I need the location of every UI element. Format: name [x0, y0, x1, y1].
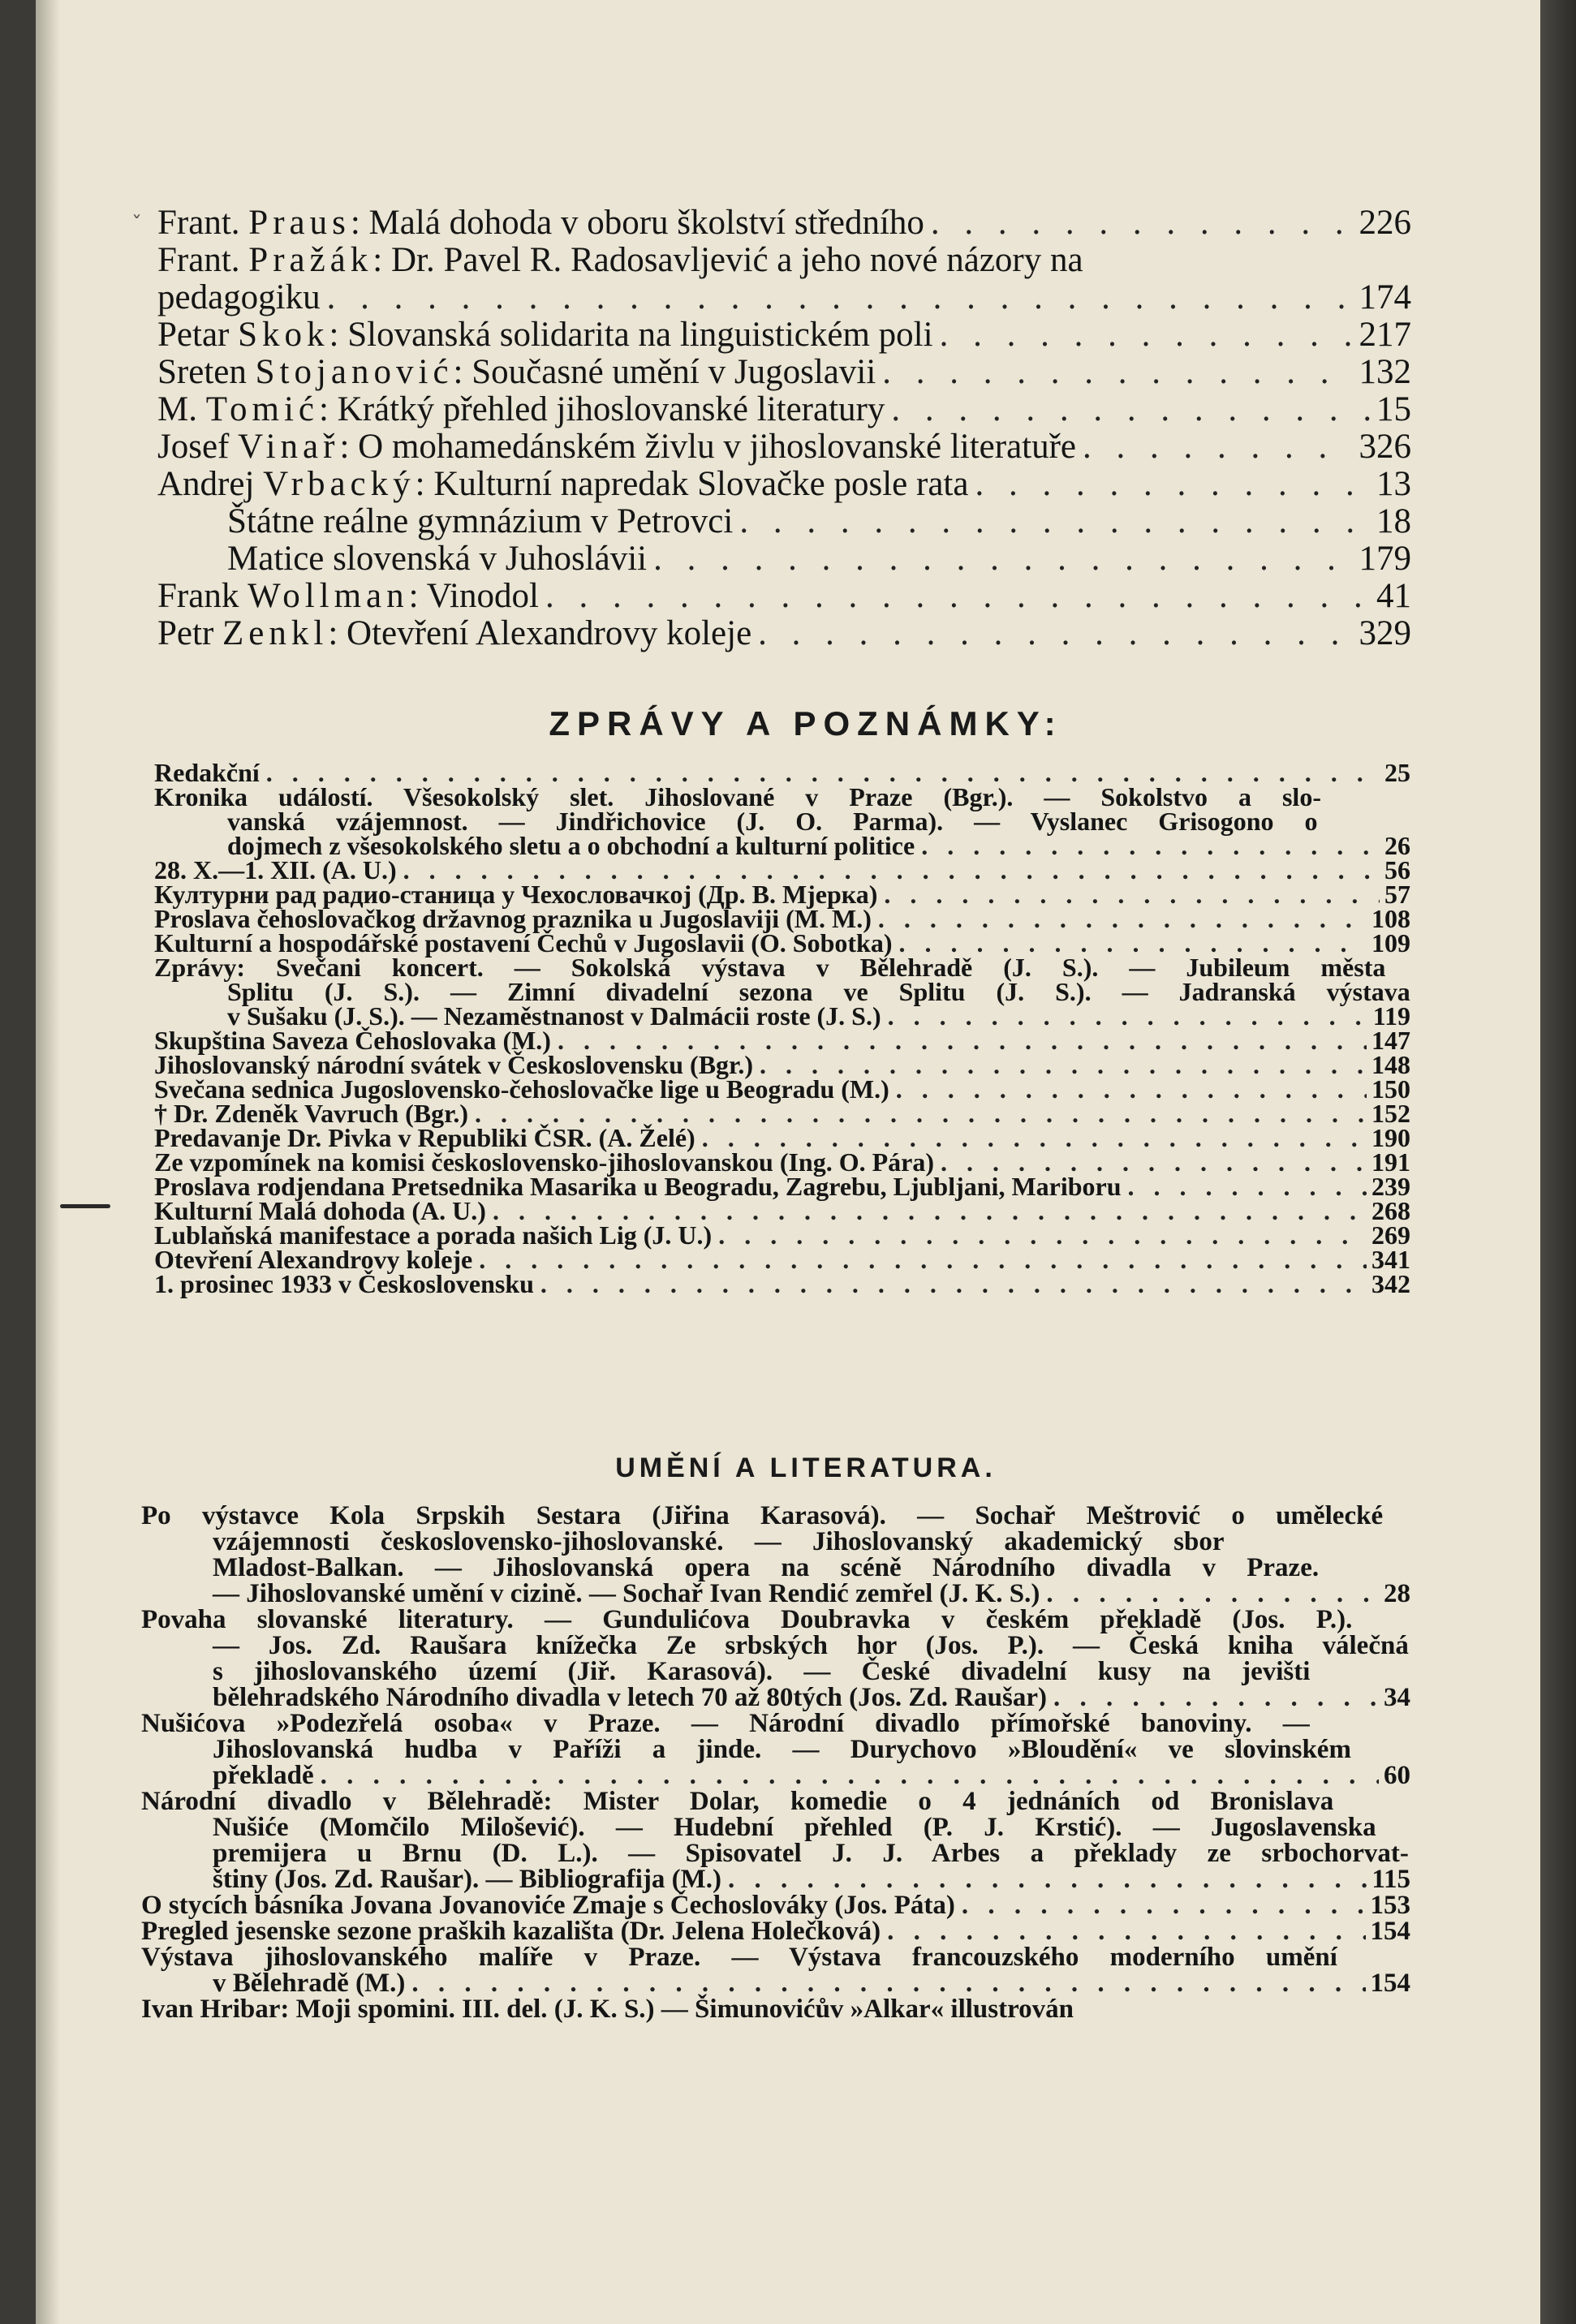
- entry-line: [154, 1125, 1410, 1150]
- toc-entry: [154, 953, 1410, 1031]
- entry-author-first: Petar: [157, 316, 239, 354]
- entry-text: [157, 391, 885, 428]
- entry-author-surname: Stojanović: [255, 353, 454, 391]
- entry-text: O stycích básníka Jovana Jovanoviće Zmaje s Čechoslováky (Jos. Páta): [141, 1891, 955, 1920]
- entry-author-first: M.: [157, 390, 206, 428]
- entry-page: 41: [1376, 577, 1411, 615]
- entry-text: v Bělehradě (M.): [213, 1969, 406, 1998]
- toc-entry: [157, 615, 1411, 652]
- entry-text: premijera u Brnu (D. L.). — Spisovatel J. J. Arbes a překlady ze srbochorvat-: [213, 1839, 1409, 1868]
- entry-line: [141, 1737, 1410, 1762]
- entry-line: [154, 1026, 1410, 1055]
- entry-line: [141, 1840, 1410, 1866]
- entry-line: [141, 1788, 1410, 1814]
- dot-leader: [893, 931, 1367, 955]
- toc-entry: [157, 578, 1411, 615]
- dot-leader: [260, 760, 1380, 785]
- toc-entry: [141, 1788, 1410, 1892]
- toc-entry: [157, 242, 1411, 279]
- entry-text: překladě: [213, 1761, 314, 1790]
- entry-page: 28: [1384, 1579, 1410, 1608]
- entry-page: 115: [1371, 1865, 1410, 1894]
- entry-line: [154, 760, 1410, 785]
- dot-leader: [733, 503, 1371, 540]
- entry-text: Skupština Saveza Čehoslovaka (M.): [154, 1026, 551, 1055]
- dot-leader: [534, 1272, 1367, 1296]
- entry-text: 1. prosinec 1933 v Československu: [154, 1269, 534, 1298]
- entry-line: [154, 1220, 1410, 1250]
- dot-leader: [889, 1077, 1367, 1101]
- dot-leader: [539, 578, 1371, 615]
- dot-leader: [695, 1125, 1367, 1150]
- entry-author-surname: Skok: [238, 316, 329, 354]
- entry-text: Národní divadlo v Bělehradě: Mister Dolar, komedie o 4 jednáních od Bronislava: [141, 1787, 1334, 1816]
- toc-entry: [157, 540, 1411, 578]
- scanned-page: [36, 0, 1576, 2324]
- entry-text: vanská vzájemnost. — Jindřichovice (J. O. Parma). — Vyslanec Grisogono o: [227, 807, 1318, 836]
- entry-text: Kulturní Malá dohoda (A. U.): [154, 1196, 486, 1225]
- entry-line: [141, 1944, 1410, 1970]
- toc-entry: [141, 1711, 1410, 1788]
- entry-text: [157, 354, 876, 391]
- toc-entry: [154, 1196, 1410, 1225]
- dot-leader: [712, 1223, 1367, 1247]
- entry-author-surname: Wollman: [248, 577, 409, 615]
- entry-line: [154, 880, 1410, 909]
- entry-page: 60: [1384, 1761, 1410, 1790]
- margin-pencil-mark: [60, 1204, 110, 1208]
- toc-entry: [154, 1052, 1410, 1077]
- entry-line: [154, 906, 1410, 931]
- entry-text: Ivan Hribar: Moji spomini. III. del. (J. K. S.) — Šimunovićův »Alkar« illustrován: [141, 1995, 1074, 2024]
- entry-page: 152: [1371, 1099, 1410, 1128]
- entry-line: [141, 1918, 1410, 1944]
- entry-text: Културни рад радио-станица у Чехословачкој (Др. В. Мјерка): [154, 880, 878, 909]
- entry-author-first: Josef: [157, 428, 239, 466]
- toc-entry: [157, 428, 1411, 466]
- entry-page: 153: [1370, 1891, 1410, 1920]
- entry-page: 147: [1371, 1026, 1410, 1055]
- entry-text: Mladost-Balkan. — Jihoslovanská opera na scéně Národního divadla v Praze.: [213, 1553, 1320, 1582]
- entry-text: Splitu (J. S.). — Zimní divadelní sezona ve Splitu (J. S.). — Jadranská výstava: [227, 977, 1410, 1006]
- entry-text: [227, 503, 733, 540]
- dot-leader: [1122, 1174, 1367, 1199]
- entry-line: [141, 1685, 1410, 1711]
- entry-page: 18: [1376, 502, 1411, 540]
- entry-page: 57: [1384, 880, 1410, 909]
- entry-line: [154, 953, 1410, 982]
- entry-author-first: Frant.: [157, 204, 249, 242]
- entry-page: 154: [1370, 1969, 1410, 1998]
- entry-line: [154, 1074, 1410, 1104]
- entry-text: Jihoslovanský národní svátek v Československu (Bgr.): [154, 1050, 753, 1079]
- entry-page: 25: [1384, 758, 1410, 787]
- dot-leader: [872, 906, 1367, 931]
- entry-page: 132: [1359, 353, 1411, 391]
- news-list: [154, 760, 1410, 1296]
- entry-title: Štátne reálne gymnázium v Petrovci: [227, 502, 734, 540]
- entry-line: [141, 1659, 1410, 1685]
- toc-entry: [141, 1503, 1410, 1607]
- section-heading-news: ZPRÁVY A POZNÁMKY:: [549, 704, 1063, 742]
- dot-leader: [721, 1866, 1367, 1892]
- entry-text: Po výstavce Kola Srpskih Sestara (Jiřina Karasová). — Sochař Meštrović o umělecké: [141, 1501, 1384, 1530]
- toc-entry: [154, 1269, 1410, 1298]
- entry-text: v Sušaku (J. S.). — Nezaměstnanost v Dalmácii roste (J. S.): [227, 1001, 881, 1031]
- dot-leader: [881, 1918, 1365, 1944]
- entry-text: [227, 540, 647, 578]
- entry-page: 329: [1359, 614, 1411, 652]
- toc-entry: [141, 1996, 1410, 2022]
- entry-text: Predavanje Dr. Pivka v Republiki ČSR. (A. Želé): [154, 1123, 695, 1152]
- dot-leader: [934, 1150, 1367, 1174]
- toc-entry: [141, 1944, 1410, 1996]
- entry-line: [141, 1503, 1410, 1529]
- entry-author-surname: Vrbacký: [263, 465, 416, 503]
- dot-leader: [968, 466, 1371, 503]
- entry-text: Povaha slovanské literatury. — Gundulićova Doubravka v českém překladě (Jos. P.).: [141, 1605, 1353, 1634]
- dot-leader: [881, 1004, 1368, 1028]
- entry-author-first: Frank: [157, 577, 248, 615]
- entry-text: Svečana sednica Jugoslovensko-čehoslovačke lige u Beogradu (M.): [154, 1074, 889, 1104]
- dot-leader: [877, 882, 1380, 906]
- dot-leader: [751, 615, 1354, 652]
- entry-text: [157, 578, 539, 615]
- entry-page: 268: [1371, 1196, 1410, 1225]
- dot-leader: [924, 204, 1354, 242]
- entry-author-surname: Zenkl: [222, 614, 329, 652]
- entry-line: [154, 1196, 1410, 1225]
- entry-page: 148: [1371, 1050, 1410, 1079]
- entry-page: 109: [1371, 928, 1410, 958]
- entry-text: — Jihoslovanské umění v cizině. — Sochař Ivan Rendić zemřel (J. K. S.): [213, 1579, 1040, 1608]
- entry-text: [157, 615, 751, 652]
- entry-line: [154, 1147, 1410, 1177]
- toc-entry: [154, 1125, 1410, 1150]
- toc-entry: [154, 1074, 1410, 1104]
- book-spine-edge: [1540, 0, 1576, 2324]
- entry-page: 13: [1376, 465, 1411, 503]
- toc-entry: [154, 855, 1410, 884]
- entry-text: [157, 428, 1076, 466]
- entry-line: [154, 782, 1410, 811]
- entry-line: [141, 1970, 1410, 1996]
- toc-entry: [154, 782, 1410, 860]
- entry-line: [154, 1099, 1410, 1128]
- entry-page: 269: [1371, 1220, 1410, 1250]
- entry-title: : Současné umění v Jugoslavii: [453, 353, 876, 391]
- entry-text: bělehradského Národního divadla v letech 70 až 80tých (Jos. Zd. Raušar): [213, 1683, 1047, 1712]
- dot-leader: [405, 1970, 1365, 1996]
- dot-leader: [397, 858, 1380, 882]
- entry-line: [141, 1892, 1410, 1918]
- entry-text: [157, 242, 1083, 279]
- entry-text: Lublaňská manifestace a porada našich Lig (J. U.): [154, 1220, 713, 1250]
- entry-line: [154, 1174, 1410, 1199]
- dot-leader: [955, 1892, 1366, 1918]
- articles-list: [157, 204, 1411, 652]
- toc-entry: [154, 880, 1410, 909]
- entry-title-cont: pedagogiku: [157, 278, 321, 316]
- entry-line: [141, 1711, 1410, 1737]
- entry-page: 342: [1371, 1269, 1410, 1298]
- toc-entry: [157, 391, 1411, 428]
- entry-line: [154, 928, 1410, 958]
- entry-page: 326: [1359, 428, 1411, 466]
- toc-entry: [157, 316, 1411, 354]
- dot-leader: [933, 316, 1354, 354]
- entry-line: [141, 1762, 1410, 1788]
- entry-text: 28. X.—1. XII. (A. U.): [154, 855, 397, 884]
- entry-page: 217: [1359, 316, 1411, 354]
- entry-text: s jihoslovanského území (Jiř. Karasová). — České divadelní kusy na jevišti: [213, 1657, 1311, 1686]
- entry-page: 119: [1372, 1001, 1410, 1031]
- entry-text: štiny (Jos. Zd. Raušar). — Bibliografija (M.): [213, 1865, 721, 1894]
- entry-author-first: Sreten: [157, 353, 256, 391]
- dot-leader: [472, 1247, 1367, 1272]
- entry-text: [157, 204, 924, 242]
- dot-leader: [314, 1762, 1379, 1788]
- entry-text: Redakční: [154, 758, 260, 787]
- entry-page: 191: [1371, 1147, 1410, 1177]
- dot-leader: [876, 354, 1354, 391]
- toc-entry: [157, 503, 1411, 540]
- toc-entry: [157, 354, 1411, 391]
- entry-line: [154, 979, 1410, 1004]
- entry-text: Kulturní a hospodářské postavení Čechů v Jugoslavii (O. Sobotka): [154, 928, 893, 958]
- dot-leader: [1047, 1685, 1379, 1711]
- entry-line: [154, 807, 1410, 836]
- entry-text: vzájemnosti československo-jihoslovanské. — Jihoslovanský akademický sbor: [213, 1527, 1225, 1556]
- entry-line: [141, 1607, 1410, 1633]
- entry-line: [141, 1996, 1410, 2022]
- entry-text: Pregled jesenske sezone praških kazališta (Dr. Jelena Holečková): [141, 1917, 881, 1946]
- entry-page: 341: [1371, 1245, 1410, 1274]
- entry-line: [141, 1814, 1410, 1840]
- dot-leader: [1040, 1581, 1379, 1607]
- entry-text: [157, 316, 933, 354]
- entry-text: — Jos. Zd. Raušara knížečka Ze srbských hor (Jos. P.). — Česká kniha válečná: [213, 1631, 1409, 1660]
- entry-author-surname: Vinař: [238, 428, 340, 466]
- entry-title: : Malá dohoda v oboru školství středního: [350, 204, 924, 242]
- entry-title: : Vinodol: [408, 577, 539, 615]
- dot-leader: [915, 833, 1380, 858]
- toc-entry: [141, 1607, 1410, 1711]
- entry-page: 150: [1371, 1074, 1410, 1104]
- entry-text: Nušićova »Podezřelá osoba« v Praze. — Národní divadlo přímořské banoviny. —: [141, 1709, 1310, 1738]
- dot-leader: [753, 1052, 1367, 1077]
- entry-line: [154, 855, 1410, 884]
- dot-leader: [486, 1199, 1367, 1223]
- toc-entry: [154, 1174, 1410, 1199]
- entry-title: : O mohamedánském živlu v jihoslovanské literatuře: [339, 428, 1077, 466]
- toc-entry: [154, 760, 1410, 785]
- toc-entry: [154, 928, 1410, 958]
- entry-line: [141, 1555, 1410, 1581]
- toc-entry: [141, 1892, 1410, 1918]
- entry-title: : Dr. Pavel R. Radosavljević a jeho nové názory na: [372, 241, 1083, 279]
- toc-entry-continuation: [157, 279, 1411, 316]
- toc-entry: [154, 1220, 1410, 1250]
- entry-title: : Kulturní napredak Slovačke posle rata: [415, 465, 969, 503]
- entry-page: 226: [1359, 204, 1411, 242]
- entry-text: [157, 466, 968, 503]
- toc-entry: [154, 1099, 1410, 1128]
- entry-text: Kronika událostí. Všesokolský slet. Jihoslované v Praze (Bgr.). — Sokolstvo a slo-: [154, 782, 1321, 811]
- entry-page: 190: [1371, 1123, 1410, 1152]
- entry-title: : Krátký přehled jihoslovanské literatury: [318, 390, 885, 428]
- entry-title: : Otevření Alexandrovy koleje: [328, 614, 752, 652]
- toc-entry: [157, 204, 1411, 242]
- entry-page: 108: [1371, 904, 1410, 933]
- entry-text: Otevření Alexandrovy koleje: [154, 1245, 473, 1274]
- dot-leader: [321, 279, 1354, 316]
- dot-leader: [551, 1028, 1367, 1052]
- entry-line: [141, 1866, 1410, 1892]
- toc-entry: [157, 466, 1411, 503]
- entry-title: Matice slovenská v Juhoslávii: [227, 540, 648, 578]
- dot-leader: [1076, 428, 1354, 466]
- entry-line: [154, 1247, 1410, 1272]
- entry-page: 15: [1376, 390, 1411, 428]
- entry-page: 239: [1371, 1172, 1410, 1201]
- entry-title: : Slovanská solidarita na linguistickém poli: [329, 316, 933, 354]
- entry-text: Ze vzpomínek na komisi československo-jihoslovanskou (Ing. O. Pára): [154, 1147, 935, 1177]
- dot-leader: [885, 391, 1371, 428]
- entry-text: † Dr. Zdeněk Vavruch (Bgr.): [154, 1099, 469, 1128]
- entry-line: [154, 1269, 1410, 1298]
- section-heading-art: UMĚNÍ A LITERATURA.: [615, 1452, 997, 1483]
- entry-text: Proslava čehoslovačkog državnog praznika u Jugoslaviji (M. M.): [154, 904, 872, 933]
- entry-line: [141, 1581, 1410, 1607]
- entry-text: dojmech z všesokolského sletu a o obchodní a kulturní politice: [227, 831, 915, 860]
- entry-page: 26: [1384, 831, 1410, 860]
- toc-entry: [154, 906, 1410, 931]
- toc-entry: [154, 1247, 1410, 1272]
- entry-line: [154, 1001, 1410, 1031]
- dot-leader: [647, 540, 1354, 578]
- entry-author-surname: Pražák: [248, 241, 373, 279]
- entry-text: Nušiće (Momčilo Milošević). — Hudební přehled (P. J. Krstić). — Jugoslavenska: [213, 1813, 1376, 1842]
- entry-page: 154: [1370, 1917, 1410, 1946]
- entry-author-surname: Tomić: [205, 390, 319, 428]
- entry-page: 174: [1359, 278, 1411, 316]
- entry-text: Výstava jihoslovanského malíře v Praze. — Výstava francouzského moderního umění: [141, 1943, 1337, 1972]
- entry-author-surname: Praus: [248, 204, 351, 242]
- toc-entry: [154, 1026, 1410, 1055]
- entry-text: Proslava rodjendana Pretsednika Masarika u Beogradu, Zagrebu, Ljubljani, Mariboru: [154, 1172, 1122, 1201]
- entry-line: [154, 833, 1410, 858]
- entry-author-first: Andrej: [157, 465, 264, 503]
- entry-line: [141, 1633, 1410, 1659]
- entry-page: 179: [1359, 540, 1411, 578]
- entry-author-first: Frant.: [157, 241, 249, 279]
- toc-entry: [141, 1918, 1410, 1944]
- margin-tick-mark: ˇ: [131, 213, 142, 237]
- entry-text: Zprávy: Svečani koncert. — Sokolská výstava v Bělehradě (J. S.). — Jubileum města: [154, 953, 1386, 982]
- entry-author-first: Petr: [157, 614, 223, 652]
- entry-page: 34: [1384, 1683, 1410, 1712]
- art-list: [141, 1503, 1410, 2022]
- toc-entry: [154, 1147, 1410, 1177]
- entry-line: [141, 1529, 1410, 1555]
- entry-text: Jihoslovanská hudba v Paříži a jinde. — Durychovo »Bloudění« ve slovinském: [213, 1735, 1351, 1764]
- entry-page: 56: [1384, 855, 1410, 884]
- entry-line: [154, 1052, 1410, 1077]
- dot-leader: [468, 1101, 1367, 1125]
